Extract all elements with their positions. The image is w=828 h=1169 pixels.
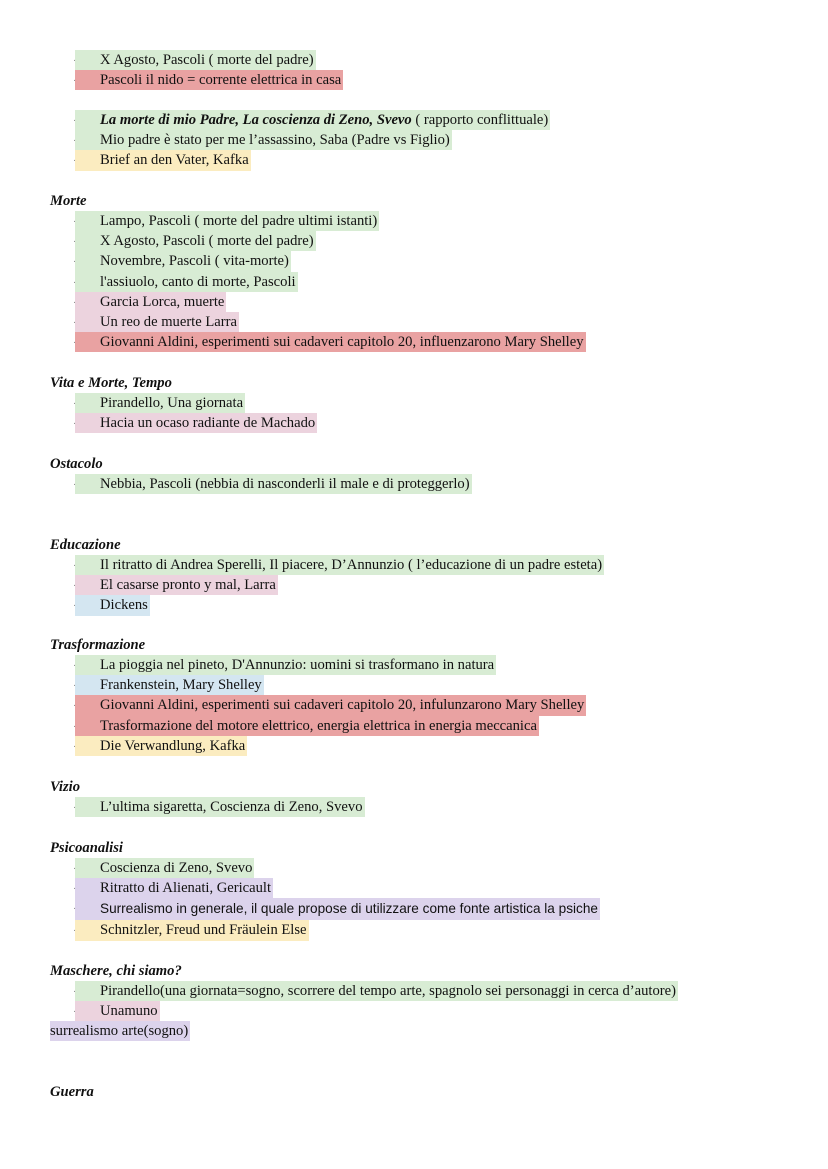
list-item-text: Pascoli il nido = corrente elettrica in casa — [75, 70, 343, 90]
ostacolo-list — [0, 474, 828, 494]
list-item — [0, 1001, 828, 1021]
section-heading-vita: Vita e Morte, Tempo — [50, 375, 172, 391]
list-item-text: Nebbia, Pascoli (nebbia di nasconderli il male e di proteggerlo) — [75, 474, 472, 494]
section-heading-trasformazione: Trasformazione — [50, 637, 146, 653]
list-item-text: L’ultima sigaretta, Coscienza di Zeno, Svevo — [75, 797, 365, 817]
list-item — [0, 130, 828, 150]
list-item-text: Schnitzler, Freud und Fräulein Else — [75, 920, 309, 942]
maschere-list — [0, 981, 828, 1021]
list-item — [0, 797, 828, 817]
trasformazione-list — [0, 655, 828, 756]
educazione-list — [0, 555, 828, 616]
work-note: ( rapporto conflittuale) — [411, 112, 549, 128]
section-heading-guerra: Guerra — [50, 1084, 94, 1100]
list-item-text: Novembre, Pascoli ( vita-morte) — [75, 251, 291, 271]
list-item-text: El casarse pronto y mal, Larra — [75, 575, 278, 595]
list-item-text: l'assiuolo, canto di morte, Pascoli — [75, 272, 298, 292]
list-item-text: Frankenstein, Mary Shelley — [75, 675, 264, 695]
list-item-text: Die Verwandlung, Kafka — [75, 736, 247, 756]
section-heading-ostacolo: Ostacolo — [50, 456, 103, 472]
list-item — [0, 716, 828, 736]
list-item-text: Unamuno — [75, 1001, 160, 1021]
list-item — [0, 50, 828, 70]
list-item-text: Pirandello, Una giornata — [75, 393, 245, 413]
list-item-text: Lampo, Pascoli ( morte del padre ultimi istanti) — [75, 211, 379, 231]
list-item-text: Coscienza di Zeno, Svevo — [75, 858, 254, 878]
list-item — [0, 595, 828, 615]
list-item — [0, 413, 828, 433]
psicoanalisi-list — [0, 858, 828, 941]
list-item-text: Trasformazione del motore elettrico, energia elettrica in energia meccanica — [75, 716, 539, 736]
list-item-text: Il ritratto di Andrea Sperelli, Il piacere, D’Annunzio ( l’educazione di un padre esteta) — [75, 555, 604, 575]
work-title: La morte di mio Padre, La coscienza di Zeno, Svevo — [100, 112, 412, 128]
list-item — [0, 110, 828, 130]
vizio-list — [0, 797, 828, 817]
list-item — [0, 655, 828, 675]
intro-list — [0, 50, 828, 90]
list-item — [0, 272, 828, 292]
list-item — [0, 251, 828, 271]
list-item — [0, 393, 828, 413]
list-item — [0, 312, 828, 332]
list-item — [0, 332, 828, 352]
list-item-text — [75, 110, 550, 130]
list-item-text: X Agosto, Pascoli ( morte del padre) — [75, 231, 316, 251]
list-item-text: Giovanni Aldini, esperimenti sui cadaveri capitolo 20, influenzarono Mary Shelley — [75, 332, 586, 352]
section-heading-morte: Morte — [50, 193, 87, 209]
list-item — [0, 695, 828, 715]
list-item-text: La pioggia nel pineto, D'Annunzio: uomini si trasformano in natura — [75, 655, 496, 675]
section-heading-vizio: Vizio — [50, 779, 81, 795]
list-item-text: Giovanni Aldini, esperimenti sui cadaveri capitolo 20, infulunzarono Mary Shelley — [75, 695, 586, 715]
list-item — [0, 231, 828, 251]
list-item — [0, 211, 828, 231]
plain-note: surrealismo arte(sogno) — [50, 1023, 189, 1039]
list-item-text: Dickens — [75, 595, 150, 615]
list-item — [0, 675, 828, 695]
list-item-text: Garcia Lorca, muerte — [75, 292, 226, 312]
vita-list — [0, 393, 828, 433]
list-item — [0, 474, 828, 494]
section-heading-maschere: Maschere, chi siamo? — [50, 963, 182, 979]
list-item-text: Brief an den Vater, Kafka — [75, 150, 251, 170]
list-item — [0, 878, 828, 898]
list-item — [0, 575, 828, 595]
list-item — [0, 920, 828, 942]
list-item — [0, 150, 828, 170]
list-item-text: Surrealismo in generale, il quale propose di utilizzare come fonte artistica la psiche — [75, 898, 600, 920]
list-item-text: Mio padre è stato per me l’assassino, Saba (Padre vs Figlio) — [75, 130, 452, 150]
section-heading-educazione: Educazione — [50, 537, 121, 553]
section-heading-psicoanalisi: Psicoanalisi — [50, 840, 123, 856]
list-item-text: Ritratto di Alienati, Gericault — [75, 878, 273, 898]
list-item-text: Un reo de muerte Larra — [75, 312, 239, 332]
list-item — [0, 736, 828, 756]
padre-list — [0, 110, 828, 171]
list-item — [0, 555, 828, 575]
list-item — [0, 858, 828, 878]
list-item-text: Hacia un ocaso radiante de Machado — [75, 413, 317, 433]
list-item-text: X Agosto, Pascoli ( morte del padre) — [75, 50, 316, 70]
list-item-text: Pirandello(una giornata=sogno, scorrere del tempo arte, spagnolo sei personaggi in cerca d’autore) — [75, 981, 678, 1001]
morte-list — [0, 211, 828, 352]
list-item — [0, 898, 828, 920]
list-item — [0, 981, 828, 1001]
list-item — [0, 292, 828, 312]
list-item — [0, 70, 828, 90]
